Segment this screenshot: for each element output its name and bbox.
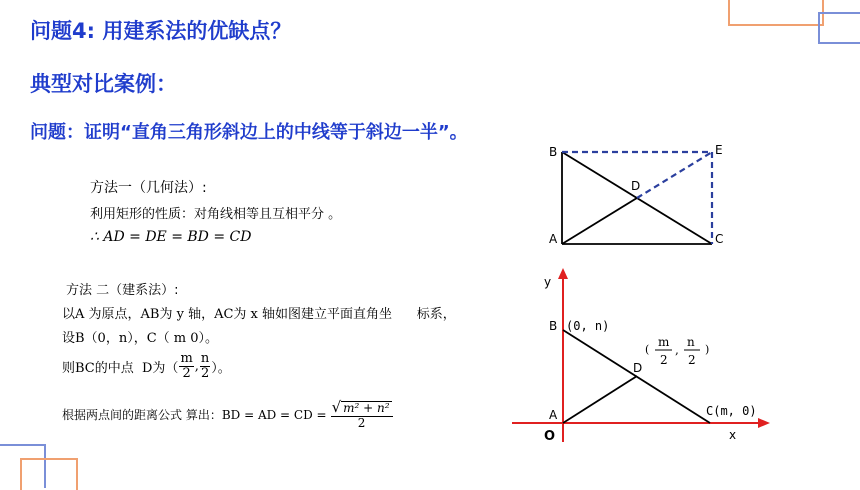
point-label-A: A [549,232,558,246]
midpoint-y-fraction [200,352,210,380]
axis-label-x: x [729,428,737,442]
point-C-coord: C(m, 0) [706,404,757,418]
method2-line1: 以A 为原点，AB为 y 轴，AC为 x 轴如图建立平面直角坐 标系， [62,307,456,322]
axis-label-y: y [544,275,552,289]
segment-AD [562,198,637,244]
method2-line3 [62,352,231,380]
point-B-coord: (0, n) [566,319,610,333]
point-D-comma: , [675,343,679,357]
method2-line4 [62,400,394,429]
fraction-numerator: n [200,351,210,366]
point-label-C: C [715,232,724,246]
origin-label-O: O [544,429,556,444]
segment-AD [563,376,637,423]
x-axis-arrow-icon [758,418,770,428]
midpoint-suffix: ）。 [211,360,231,376]
problem-statement: 问题：证明“直角三角形斜边上的中线等于斜边一半”。 [30,122,468,143]
midpoint-x-fraction [179,352,193,380]
point-D-m: m [658,335,670,349]
figure-coordinate-system [500,262,780,448]
sqrt-expression: m² + n² [343,401,390,416]
point-label-B: B [549,145,558,159]
y-axis-arrow-icon [558,268,568,279]
segment-DE-dashed [637,152,712,198]
method2-line2: 设B（0，n），C（ m 0）。 [62,331,219,346]
point-D-n: n [687,335,695,349]
fraction-numerator: m [180,351,193,366]
figure-rectangle [540,140,740,250]
sqrt-denominator: 2 [357,415,366,430]
distance-fraction [331,400,393,429]
fraction-denominator: 2 [182,365,191,381]
point-label-E: E [715,143,723,157]
sqrt-icon: √ [331,398,342,416]
method1-line2: ∴ AD = DE = BD = CD [90,229,252,245]
deco-frame-top-orange [728,0,824,26]
question-title: 问题4: 用建系法的优缺点？ [30,19,292,43]
point-D-den-2: 2 [688,353,696,367]
point-D-coord-open: ( [645,343,650,356]
midpoint-prefix: 则BC的中点 D为（ [62,360,179,376]
point-label-B: B [549,319,558,333]
distance-prefix: 根据两点间的距离公式 算出：BD = AD = CD = [62,408,327,423]
point-D-coord-close: ) [705,343,710,356]
point-label-A: A [549,408,558,422]
deco-frame-top-blue [818,12,860,44]
point-label-D: D [633,361,643,375]
point-label-D: D [631,179,641,193]
point-D-den-1: 2 [660,353,668,367]
subtitle: 典型对比案例： [30,72,177,96]
method1-line1: 利用矩形的性质：对角线相等且互相平分 。 [90,207,342,222]
method1-title: 方法一（几何法）: [90,180,207,196]
comma: , [194,358,199,374]
sqrt-numerator [331,400,393,417]
method2-title: 方法 二（建系法）: [66,283,179,298]
fraction-denominator: 2 [200,365,210,381]
deco-frame-bottom-orange [20,458,78,490]
